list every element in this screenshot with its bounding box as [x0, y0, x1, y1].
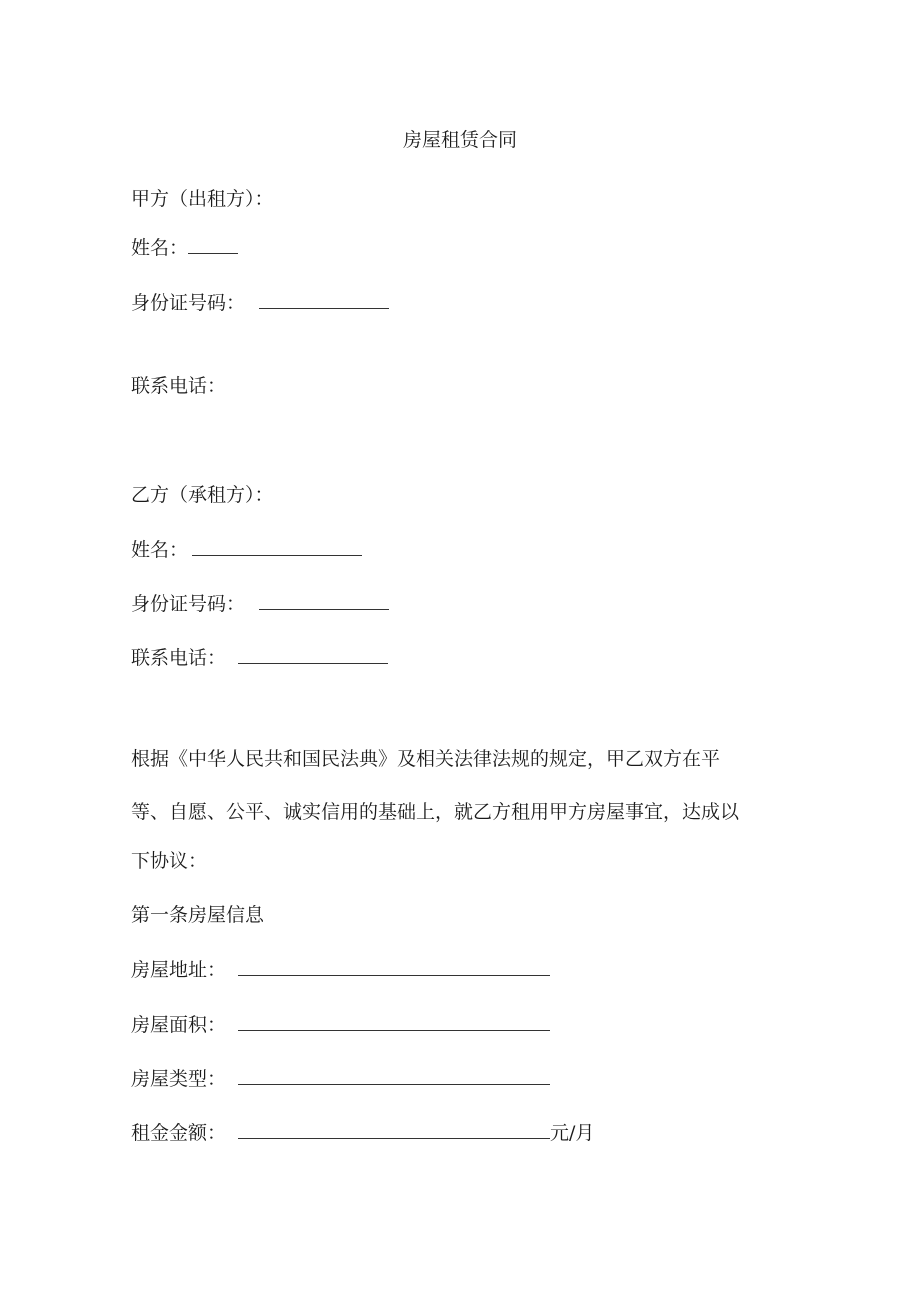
rent-blank[interactable]	[238, 1124, 550, 1139]
party-b-id-blank[interactable]	[259, 595, 389, 610]
party-a-id-row	[131, 291, 389, 315]
rent-label: 租金金额：	[131, 1122, 227, 1144]
area-blank[interactable]	[238, 1016, 550, 1031]
address-blank[interactable]	[238, 961, 550, 976]
party-b-phone-row	[131, 646, 388, 670]
intro-line-2: 等、自愿、公平、诚实信用的基础上，就乙方租用甲方房屋事宜，达成以	[131, 801, 740, 823]
area-row	[131, 1013, 550, 1037]
party-b-name-label: 姓名：	[131, 539, 189, 561]
intro-line-3: 下协议：	[131, 850, 208, 872]
party-a-heading: 甲方（出租方）：	[131, 188, 274, 210]
party-a-name-blank[interactable]	[188, 239, 238, 254]
party-b-phone-blank[interactable]	[238, 649, 388, 664]
intro-line-1: 根据《中华人民共和国民法典》及相关法律法规的规定，甲乙双方在平	[131, 748, 721, 770]
type-blank[interactable]	[238, 1070, 550, 1085]
type-label: 房屋类型：	[131, 1068, 227, 1090]
area-label: 房屋面积：	[131, 1014, 227, 1036]
party-a-name-label: 姓名：	[131, 237, 189, 259]
party-b-id-row	[131, 592, 389, 616]
address-label: 房屋地址：	[131, 959, 227, 981]
party-a-id-blank[interactable]	[259, 294, 389, 309]
party-b-name-row	[131, 538, 362, 562]
party-b-heading: 乙方（承租方）：	[131, 484, 274, 506]
party-a-id-label: 身份证号码：	[131, 292, 246, 314]
party-b-phone-label: 联系电话：	[131, 647, 227, 669]
party-b-name-blank[interactable]	[192, 541, 362, 556]
document-title: 房屋租赁合同	[402, 129, 517, 151]
party-b-id-label: 身份证号码：	[131, 593, 246, 615]
rent-unit: 元/月	[550, 1122, 595, 1144]
party-a-name-row	[131, 236, 238, 260]
party-a-phone-row	[131, 374, 226, 398]
rent-row	[131, 1121, 594, 1145]
type-row	[131, 1067, 550, 1091]
party-a-phone-label: 联系电话：	[131, 375, 227, 397]
address-row	[131, 958, 550, 982]
article-1-heading: 第一条房屋信息	[131, 904, 265, 926]
